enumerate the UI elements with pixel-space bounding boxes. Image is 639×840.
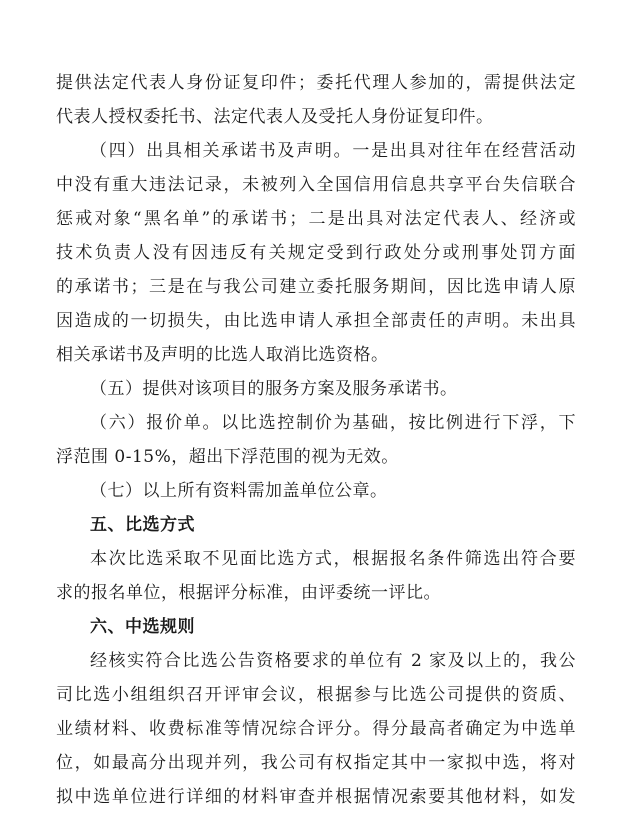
text-line: 求的报名单位，根据评分标准，由评委统一评比。 — [56, 583, 441, 603]
text-line: 业绩材料、收费标准等情况综合评分。得分最高者确定为中选单 — [56, 719, 576, 739]
text-line: （六）报价单。以比选控制价为基础，按比例进行下浮，下 — [90, 413, 576, 433]
text-line: （五）提供对该项目的服务方案及服务承诺书。 — [90, 379, 458, 399]
text-line: 中没有重大违法记录，未被列入全国信用信息共享平台失信联合 — [56, 175, 576, 195]
text-line: 技术负责人没有因违反有关规定受到行政处分或刑事处罚方面 — [56, 243, 576, 263]
text-line: 司比选小组组织召开评审会议，根据参与比选公司提供的资质、 — [56, 685, 576, 705]
text-line: 浮范围 0-15%，超出下浮范围的视为无效。 — [56, 447, 399, 467]
section-heading: 五、比选方式 — [90, 515, 195, 535]
text-line: 拟中选单位进行详细的材料审查并根据情况索要其他材料，如发 — [56, 787, 576, 807]
text-line: （四）出具相关承诺书及声明。一是出具对往年在经营活动 — [90, 141, 576, 161]
text-line: 本次比选采取不见面比选方式，根据报名条件筛选出符合要 — [90, 549, 576, 569]
text-line: 因造成的一切损失，由比选申请人承担全部责任的声明。未出具 — [56, 311, 576, 331]
text-line: 经核实符合比选公告资格要求的单位有 2 家及以上的，我公 — [90, 651, 576, 671]
document-body — [56, 66, 576, 814]
text-line: 提供法定代表人身份证复印件；委托代理人参加的，需提供法定 — [56, 73, 576, 93]
text-line: 代表人授权委托书、法定代表人及受托人身份证复印件。 — [56, 107, 494, 127]
text-line: 惩戒对象“黑名单”的承诺书；二是出具对法定代表人、经济或 — [56, 209, 576, 229]
section-heading: 六、中选规则 — [90, 617, 195, 637]
text-line: 位，如最高分出现并列，我公司有权指定其中一家拟中选，将对 — [56, 753, 576, 773]
text-line: 的承诺书；三是在与我公司建立委托服务期间，因比选申请人原 — [56, 277, 576, 297]
text-line: （七）以上所有资料需加盖单位公章。 — [90, 481, 388, 501]
text-line: 相关承诺书及声明的比选人取消比选资格。 — [56, 345, 389, 365]
